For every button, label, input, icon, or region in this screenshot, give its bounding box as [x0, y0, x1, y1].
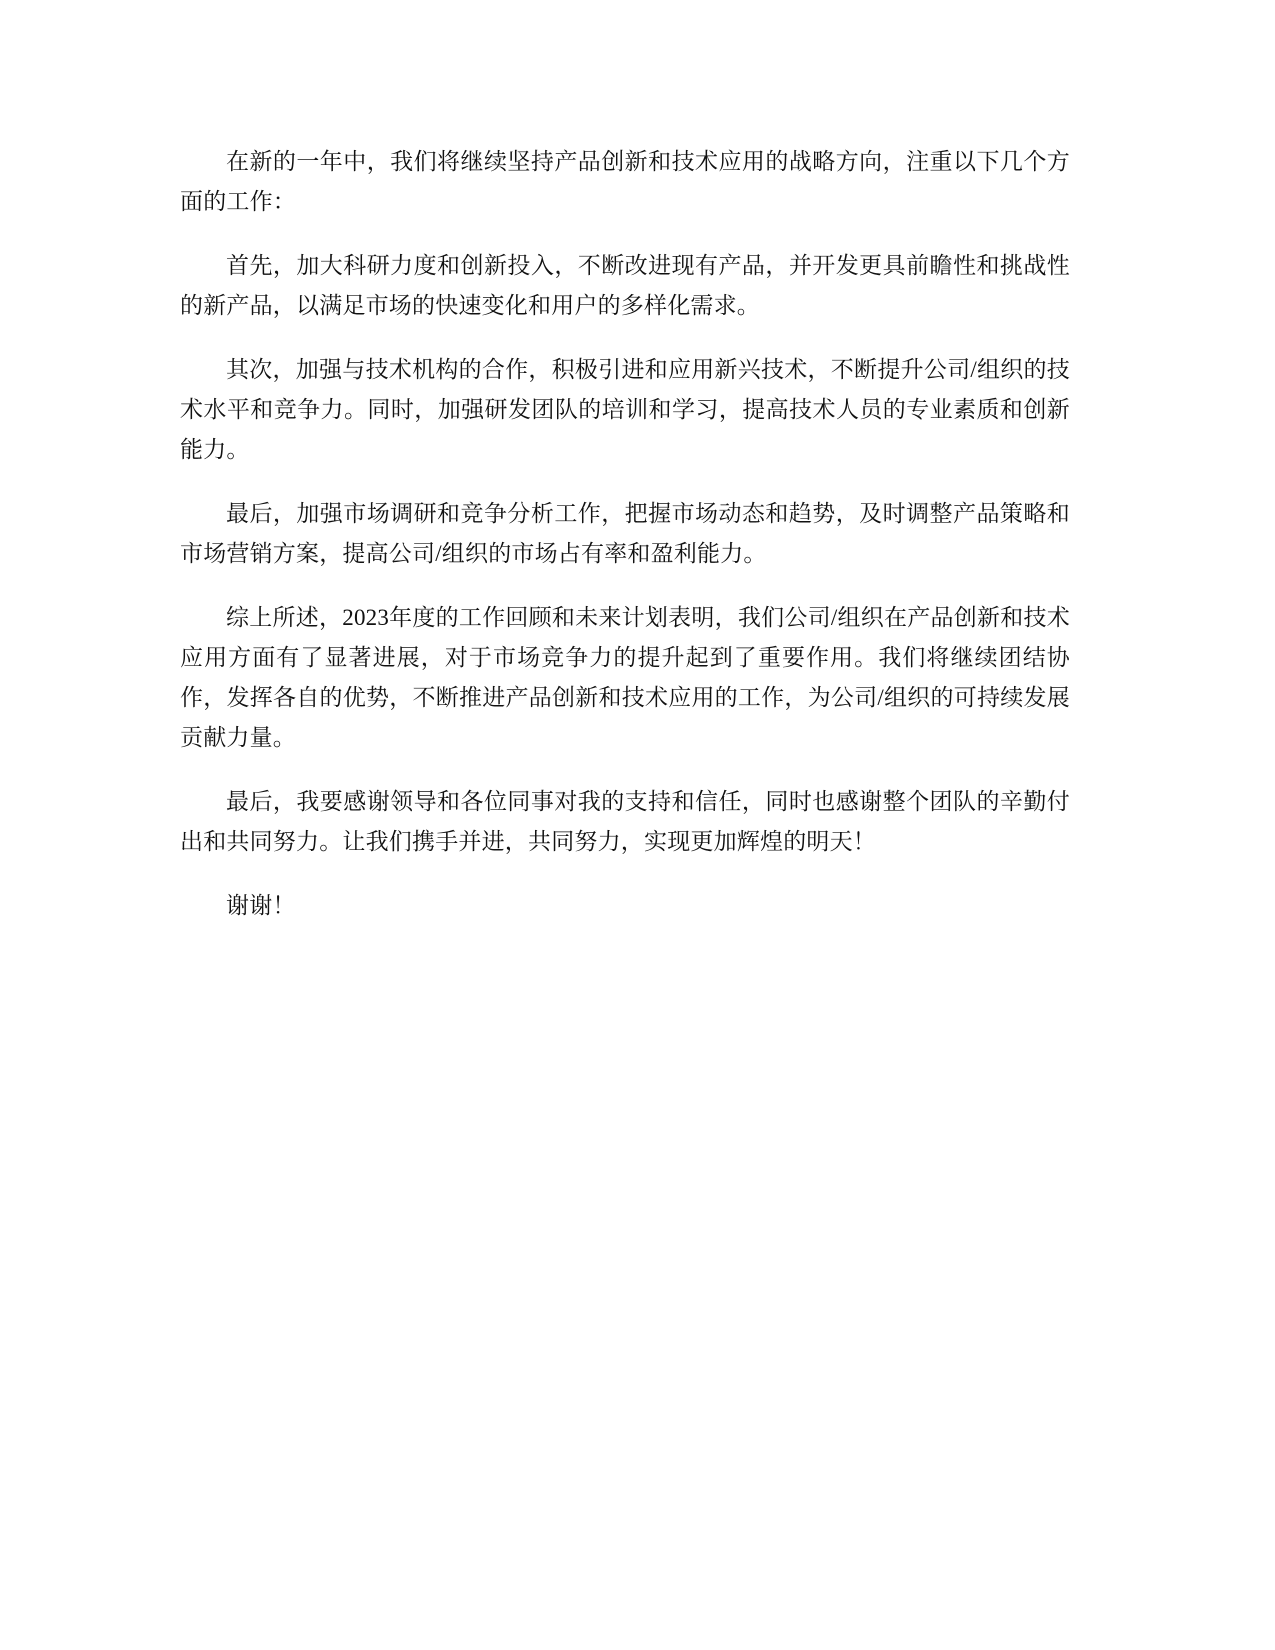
paragraph-future-direction: 在新的一年中，我们将继续坚持产品创新和技术应用的战略方向，注重以下几个方面的工作：: [180, 149, 1070, 214]
paragraph-closing: 谢谢！: [226, 893, 296, 918]
paragraph-second-point: 其次，加强与技术机构的合作，积极引进和应用新兴技术，不断提升公司/组织的技术水平和竞争力。同时，加强研发团队的培训和学习，提高技术人员的专业素质和创新能力。: [180, 357, 1070, 462]
paragraph-third-point: 最后，加强市场调研和竞争分析工作，把握市场动态和趋势，及时调整产品策略和市场营销方案，提高公司/组织的市场占有率和盈利能力。: [180, 501, 1070, 566]
document-page: [180, 142, 1070, 950]
paragraph-summary: 综上所述，2023年度的工作回顾和未来计划表明，我们公司/组织在产品创新和技术应用方面有了显著进展，对于市场竞争力的提升起到了重要作用。我们将继续团结协作，发挥各自的优势，不断推进产品创新和技术应用的工作，为公司/组织的可持续发展贡献力量。: [180, 605, 1070, 750]
paragraph-first-point: 首先，加大科研力度和创新投入，不断改进现有产品，并开发更具前瞻性和挑战性的新产品，以满足市场的快速变化和用户的多样化需求。: [180, 253, 1070, 318]
paragraph-thanks-team: 最后，我要感谢领导和各位同事对我的支持和信任，同时也感谢整个团队的辛勤付出和共同努力。让我们携手并进，共同努力，实现更加辉煌的明天！: [180, 789, 1070, 854]
